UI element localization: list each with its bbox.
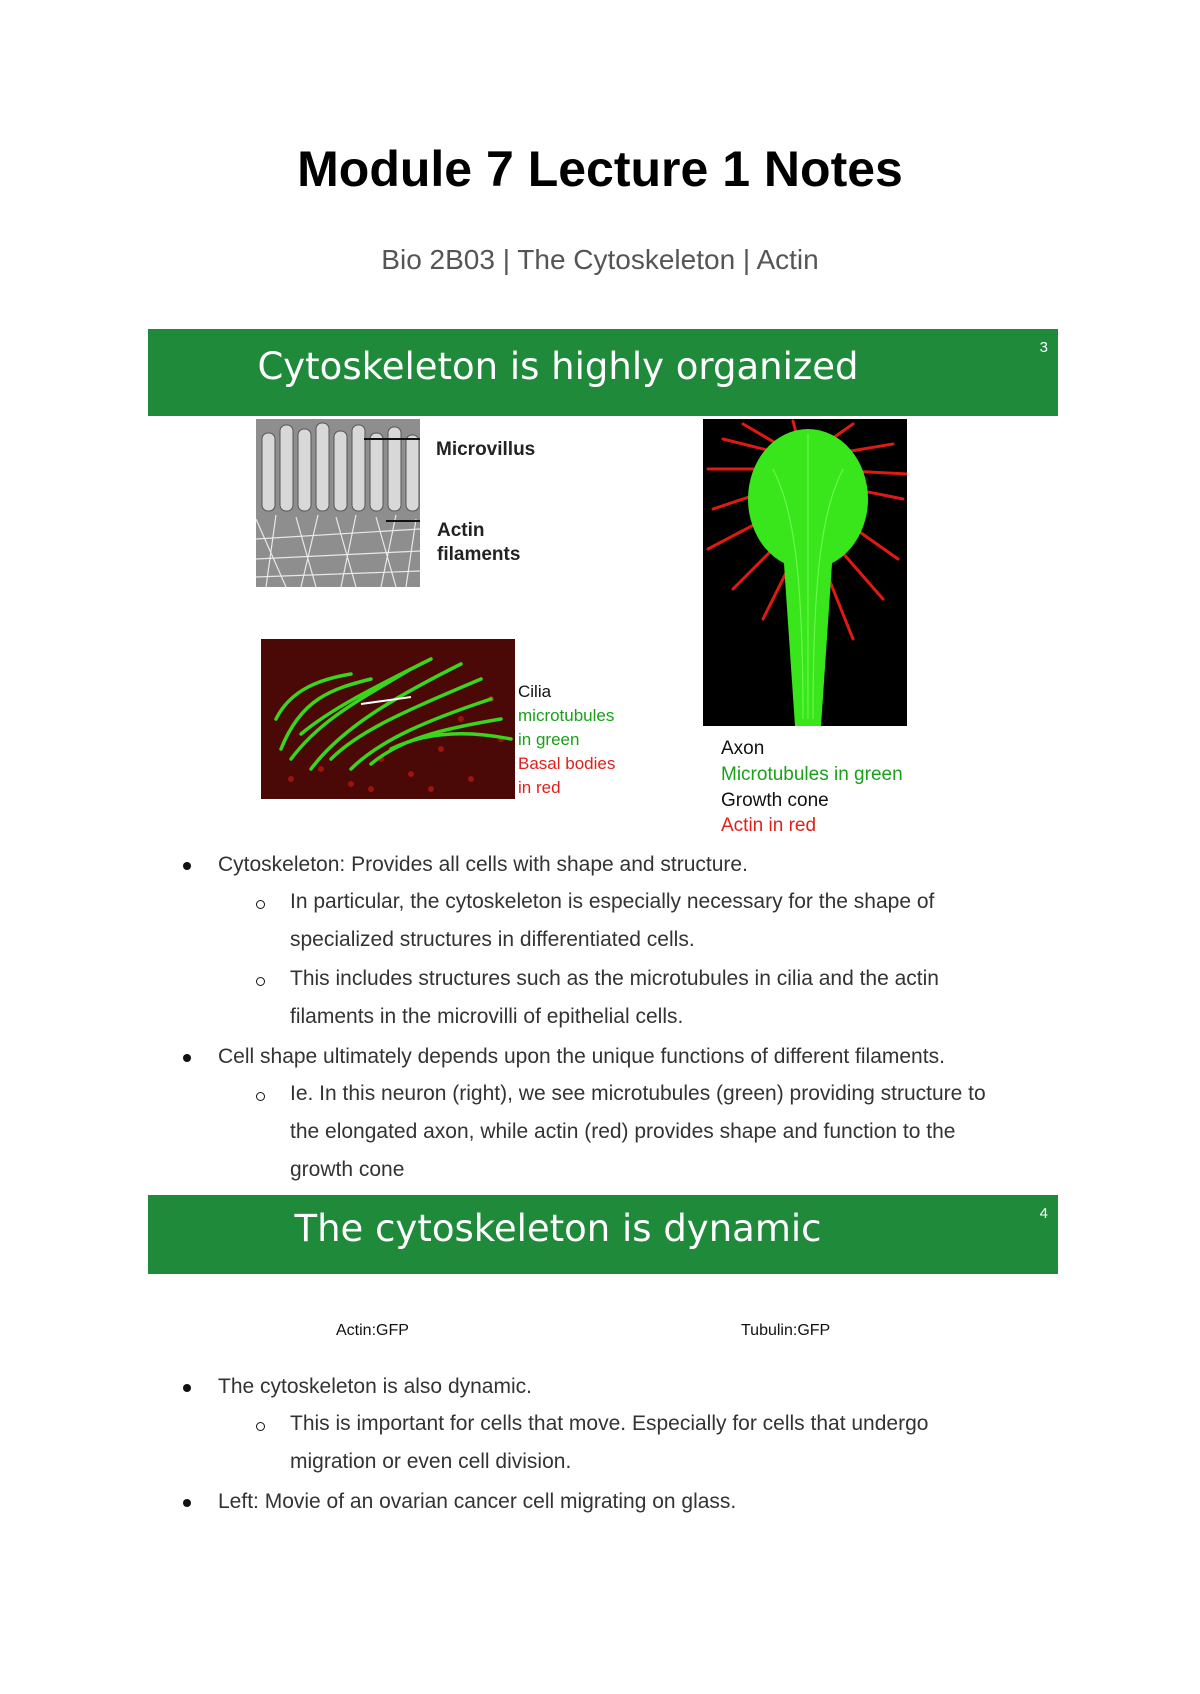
bullet-dot-icon xyxy=(183,1499,191,1507)
label-growth-cone: Growth cone xyxy=(721,790,829,811)
sub-bullet-text: filaments in the microvilli of epithelial cells. xyxy=(290,1005,684,1028)
bullet-dot-icon xyxy=(183,1054,191,1062)
slide-number: 4 xyxy=(1039,1205,1048,1222)
sub-bullet-text: Ie. In this neuron (right), we see microtubules (green) providing structure to xyxy=(290,1082,986,1105)
label-microvillus: Microvillus xyxy=(436,439,536,460)
bullet-text: Cytoskeleton: Provides all cells with shape and structure. xyxy=(218,853,748,876)
sub-bullet-text: This includes structures such as the microtubules in cilia and the actin xyxy=(290,967,939,990)
label-actin-in-red: Actin in red xyxy=(721,815,817,836)
slide-number: 3 xyxy=(1039,339,1048,356)
label-cilia-microtubules: microtubules xyxy=(518,706,615,725)
actin-gfp-label: Actin:GFP xyxy=(336,1322,409,1339)
sub-bullet-text: specialized structures in differentiated cells. xyxy=(290,928,695,951)
slide-title: The cytoskeleton is dynamic xyxy=(294,1207,822,1250)
sub-bullet-text: migration or even cell division. xyxy=(290,1450,572,1473)
bullet-dot-icon xyxy=(183,862,191,870)
slide-banner-dynamic xyxy=(148,1195,1058,1274)
bullet-dot-icon xyxy=(183,1384,191,1392)
sub-bullet-text: growth cone xyxy=(290,1158,405,1181)
page-title: Module 7 Lecture 1 Notes xyxy=(297,141,903,197)
page-subtitle: Bio 2B03 | The Cytoskeleton | Actin xyxy=(381,244,819,275)
label-filaments: filaments xyxy=(437,544,521,565)
bullet-text: Cell shape ultimately depends upon the unique functions of different filaments. xyxy=(218,1045,945,1068)
label-basal-in-red: in red xyxy=(518,778,561,797)
bullet-circle-icon xyxy=(256,900,265,909)
label-axon: Axon xyxy=(721,738,765,759)
label-cilia-in-green: in green xyxy=(518,730,580,749)
sub-bullet-text: In particular, the cytoskeleton is especially necessary for the shape of xyxy=(290,890,935,913)
label-actin: Actin xyxy=(437,520,485,541)
bullet-circle-icon xyxy=(256,1422,265,1431)
bullet-text: The cytoskeleton is also dynamic. xyxy=(218,1375,532,1398)
axon-micrograph xyxy=(703,419,907,726)
slide-banner-organized xyxy=(148,329,1058,416)
slide-title: Cytoskeleton is highly organized xyxy=(257,345,859,388)
bullet-circle-icon xyxy=(256,977,265,986)
bullet-circle-icon xyxy=(256,1092,265,1101)
label-basal-bodies: Basal bodies xyxy=(518,754,616,773)
tubulin-gfp-label: Tubulin:GFP xyxy=(741,1322,831,1339)
bullet-text: Left: Movie of an ovarian cancer cell migrating on glass. xyxy=(218,1490,737,1513)
label-cilia: Cilia xyxy=(518,682,552,701)
label-axon-microtubules: Microtubules in green xyxy=(721,764,903,785)
cilia-micrograph xyxy=(261,639,515,799)
sub-bullet-text: the elongated axon, while actin (red) provides shape and function to the xyxy=(290,1120,956,1143)
microvillus-micrograph xyxy=(256,419,420,587)
sub-bullet-text: This is important for cells that move. Especially for cells that undergo xyxy=(290,1412,929,1435)
